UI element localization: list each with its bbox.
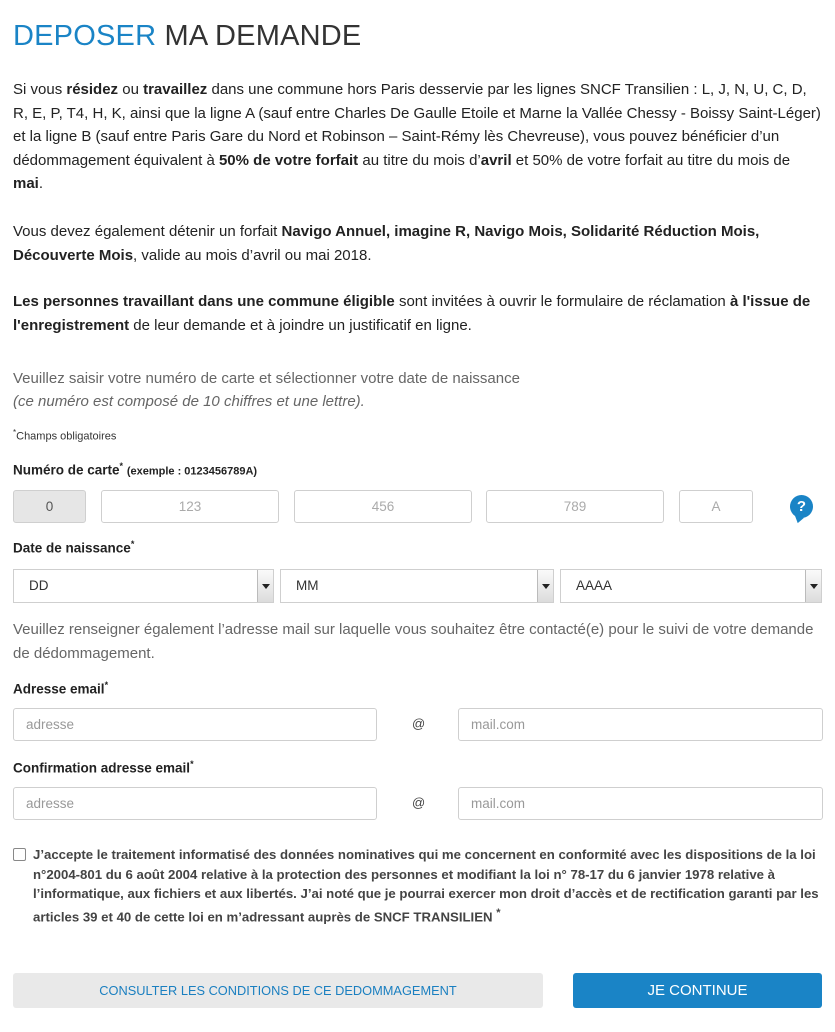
required-asterisk: * [104, 680, 109, 690]
consent-checkbox[interactable] [13, 848, 26, 861]
card-number-label-text: Numéro de carte [13, 462, 120, 478]
chevron-down-icon[interactable] [805, 570, 821, 602]
email-confirm-user-input[interactable]: adresse [13, 787, 377, 820]
required-asterisk: * [119, 461, 124, 471]
emphasis-text: résidez [66, 81, 119, 98]
email-label [13, 680, 108, 697]
emphasis-text: travaillez [143, 81, 208, 98]
required-asterisk: * [130, 539, 135, 549]
email-domain-input[interactable]: mail.com [458, 708, 823, 741]
body-text: . [38, 175, 44, 192]
emphasis-text: mai [13, 175, 39, 192]
body-text: au titre du mois d’ [358, 151, 481, 169]
card-number-example: (exemple : 0123456789A) [126, 465, 258, 478]
body-text: et 50% de votre forfait au titre du mois de [511, 151, 791, 169]
required-note-text: Champs obligatoires [16, 430, 117, 443]
intro-paragraph-forfait [13, 220, 823, 267]
emphasis-text: avril [480, 151, 512, 169]
card-number-field-3[interactable]: 789 [486, 490, 664, 523]
required-asterisk: * [496, 906, 501, 919]
card-number-prefix-field: 0 [13, 490, 86, 523]
at-sign: @ [412, 716, 426, 731]
at-sign: @ [412, 795, 426, 810]
required-asterisk: * [190, 759, 194, 769]
required-fields-note [13, 428, 116, 443]
card-number-letter-field[interactable]: A [679, 490, 753, 523]
birth-month-value: MM [296, 578, 319, 593]
birth-date-label [13, 539, 134, 556]
page-title-rest: MA DEMANDE [156, 20, 362, 52]
email-confirm-label-text: Confirmation adresse email [13, 760, 191, 776]
email-label-text: Adresse email [13, 681, 105, 697]
emphasis-text: Les personnes travaillant dans une commune éligible [13, 293, 395, 310]
page-title [13, 20, 361, 53]
body-text: Si vous [13, 81, 67, 98]
continue-button[interactable]: JE CONTINUE [573, 973, 822, 1008]
birth-month-select[interactable] [280, 569, 554, 603]
birth-day-select[interactable] [13, 569, 274, 603]
intro-paragraph-eligibility [13, 78, 823, 196]
card-number-field-1[interactable]: 123 [101, 490, 279, 523]
birth-year-value: AAAA [576, 578, 613, 593]
birth-day-value: DD [29, 578, 49, 593]
card-number-field-2[interactable]: 456 [294, 490, 472, 523]
page-title-highlight: DEPOSER [13, 20, 157, 52]
emphasis-text: à l'issue de l'enregistrement [13, 293, 811, 334]
email-confirm-label [13, 759, 194, 776]
consent-text-body: J’accepte le traitement informatisé des données nominatives qui me concernent en conformité avec les dispositions de la loi n°2004-801 du 6 août 2004 relative à la protection des personnes et modifiant la loi n° 78-17 du 6 janvier 1978 relative à l’informatique, aux fichiers et aux libertés. J’ai noté que je pourrai exercer mon droit d’accès et de rectification garanti par les articles 39 et 40 de cette loi en m’adressant auprès de SNCF TRANSILIEN [33, 847, 819, 924]
emphasis-text: Navigo Annuel, imagine R, Navigo Mois, Solidarité Réduction Mois, Découverte Mois [13, 223, 760, 264]
consult-conditions-button[interactable]: CONSULTER LES CONDITIONS DE CE DEDOMMAGEMENT [13, 973, 543, 1008]
question-bubble-icon[interactable]: ? [790, 495, 813, 518]
card-instruction [13, 367, 823, 413]
chevron-down-icon[interactable] [537, 570, 553, 602]
birth-date-label-text: Date de naissance [13, 540, 131, 556]
body-text: , valide au mois d’avril ou mai 2018. [133, 246, 372, 264]
body-text: Vous devez également détenir un forfait [13, 223, 282, 240]
body-text: ou [118, 81, 144, 98]
email-confirm-domain-input[interactable]: mail.com [458, 787, 823, 820]
card-number-label [13, 461, 257, 478]
emphasis-text: 50% de votre forfait [218, 151, 359, 169]
chevron-down-icon[interactable] [257, 570, 273, 602]
email-user-input[interactable]: adresse [13, 708, 377, 741]
card-instruction-hint: (ce numéro est composé de 10 chiffres et une lettre). [13, 393, 365, 410]
birth-year-select[interactable] [560, 569, 822, 603]
body-text: dans une commune hors Paris desservie par les lignes SNCF Transilien : L, J, N, U, C, D, R, E, P, T4, H, K, ainsi que la ligne A (sauf entre Charles De Gaulle Etoile et Marne la Vallée Chessy - Boissy Saint-Léger) et la ligne B (sauf entre Paris Gare du Nord et Robinson – Saint-Rémy lès Chevreuse), vous pouvez bénéficier d’un dédommagement équivalent à [13, 81, 821, 169]
required-asterisk: * [13, 428, 17, 437]
body-text: sont invitées à ouvrir le formulaire de réclamation [394, 293, 730, 310]
consent-text [33, 845, 823, 926]
intro-paragraph-workers [13, 290, 823, 337]
email-instruction: Veuillez renseigner également l’adresse mail sur laquelle vous souhaitez être contacté(e) pour le suivi de votre demande de dédommagement. [13, 621, 814, 662]
body-text: de leur demande et à joindre un justificatif en ligne. [129, 316, 472, 334]
card-instruction-line: Veuillez saisir votre numéro de carte et sélectionner votre date de naissance [13, 370, 520, 387]
